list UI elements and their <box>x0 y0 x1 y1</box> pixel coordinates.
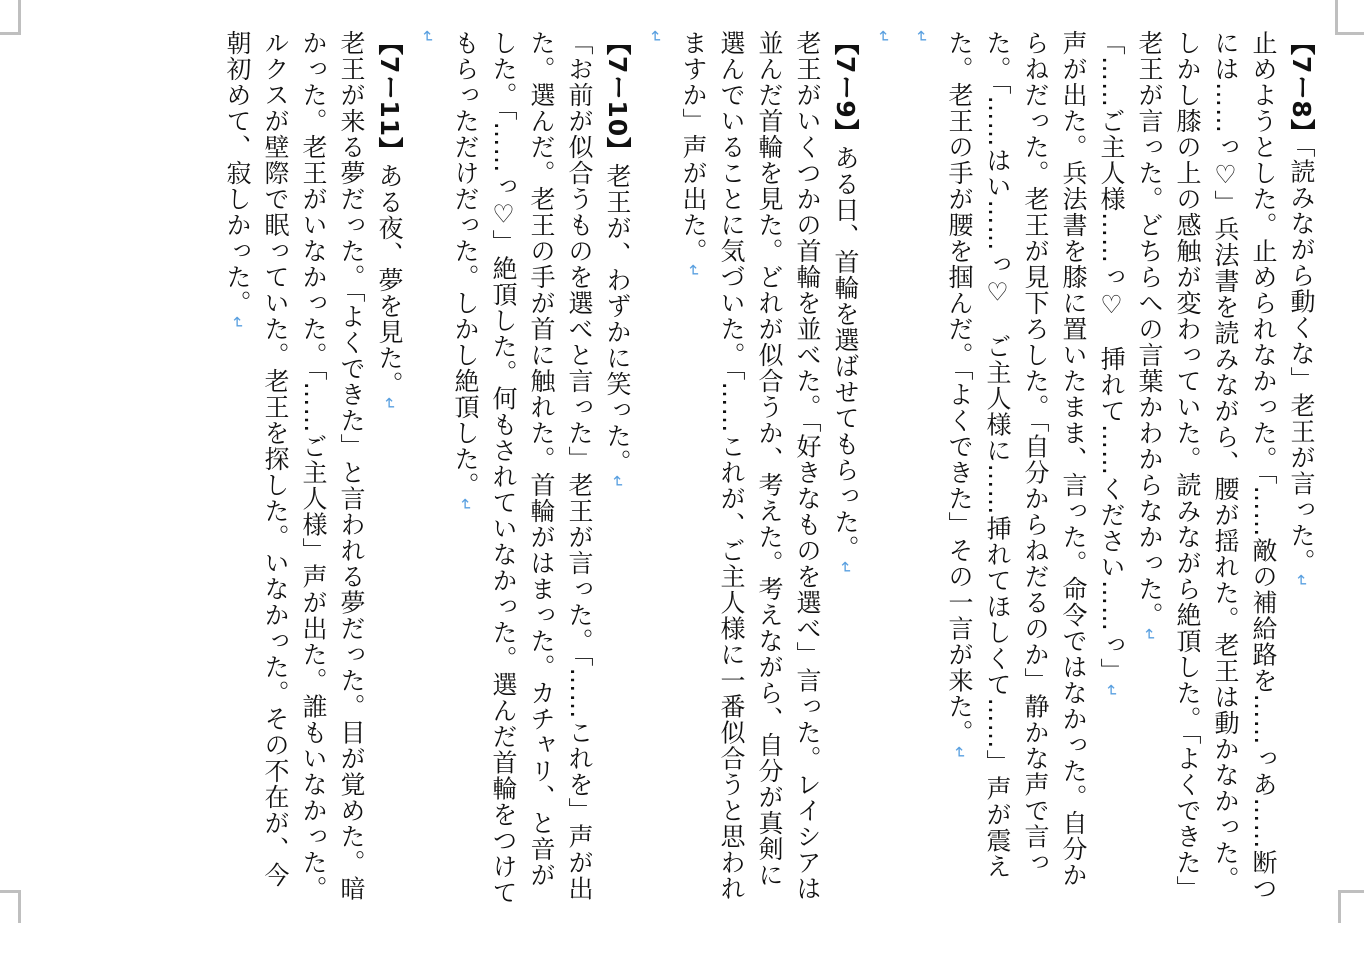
return-mark-icon: ↵ <box>418 30 437 45</box>
paragraph-text: 「お前が似合うものを選べと言った」老王が言った。「……これを」声が出た。選んだ。老王の手が首に触れた。首輪がはまった。カチャリ、と音がした。「……っ♡」絶頂した。何もされていなかった。選んだ首輪をつけてもらっただけだった。しかし絶頂した。 <box>451 30 594 906</box>
paragraph <box>1130 30 1282 910</box>
paragraph <box>1092 30 1130 910</box>
paragraph <box>218 30 370 910</box>
return-mark-icon: ↵ <box>608 475 627 490</box>
paragraph <box>940 30 1092 910</box>
section-heading: 【7ー10】 <box>603 30 632 164</box>
vertical-text-body <box>20 30 1320 910</box>
return-mark-icon: ↵ <box>874 30 893 45</box>
return-mark-icon: ↵ <box>1292 574 1311 589</box>
crop-mark-top-left <box>0 0 21 35</box>
paragraph-text: 「……ご主人様……っ♡ 挿れて……ください……っ」 <box>1097 30 1126 684</box>
paragraph-text: ある夜、夢を見た。 <box>375 163 404 398</box>
paragraph <box>674 30 826 910</box>
return-mark-icon: ↵ <box>836 560 855 576</box>
return-mark-icon: ↵ <box>1102 684 1121 699</box>
crop-mark-top-right <box>1335 0 1364 35</box>
return-mark-icon: ↵ <box>456 498 475 513</box>
paragraph-text: 老王が来る夢だった。「よくできた」と言われる夢だった。目が覚めた。暗かった。老王がいなかった。「……ご主人様」声が出た。誰もいなかった。ルクスが壁際で眠っていた。老王を探した。いなかった。その不在が、今朝初めて、寂しかった。 <box>223 30 366 902</box>
return-mark-icon: ↵ <box>684 264 703 279</box>
crop-mark-bottom-right <box>1338 890 1364 923</box>
crop-mark-bottom-left <box>0 890 18 923</box>
return-mark-icon: ↵ <box>646 30 665 45</box>
return-mark-icon: ↵ <box>912 30 931 45</box>
blank-paragraph <box>408 30 446 910</box>
paragraph-text: 声が出た。兵法書を膝に置いたまま、言った。命令ではなかった。自分からねだった。老王が見下ろした。「自分からねだるのか」静かな声で言った。「……はい……っ♡ ご主人様に……挿れてほしくて……」声が震えた。老王の手が腰を掴んだ。「よくできた」その一言が来た。 <box>945 30 1088 888</box>
paragraph <box>446 30 598 910</box>
paragraph <box>1282 30 1320 910</box>
blank-paragraph <box>864 30 902 910</box>
paragraph <box>826 30 864 910</box>
return-mark-icon: ↵ <box>228 316 247 331</box>
blank-paragraph <box>902 30 940 910</box>
paragraph-text: 止めようとした。止められなかった。「……敵の補給路を……っあ……断つには……っ♡」兵法書を読みながら、腰が揺れた。老王は動かなかった。しかし膝の上の感触が変わっていた。読みながら絶頂した。「よくできた」老王が言った。どちらへの言葉かわからなかった。 <box>1135 30 1278 902</box>
paragraph-text: ある日、首輪を選ばせてもらった。 <box>831 144 860 561</box>
return-mark-icon: ↵ <box>1140 628 1159 643</box>
return-mark-icon: ↵ <box>380 397 399 412</box>
section-heading: 【7ー8】 <box>1287 30 1316 145</box>
paragraph <box>370 30 408 910</box>
section-heading: 【7ー9】 <box>831 30 860 145</box>
paragraph <box>598 30 636 910</box>
paragraph-text: 老王がいくつかの首輪を並べた。「好きなものを選べ」言った。レイシアは並んだ首輪を見た。どれが似合うか、考えた。考えながら、自分が真剣に選んでいることに気づいた。「……これが、ご主人様に一番似合うと思われますか」声が出た。 <box>679 30 822 902</box>
blank-paragraph <box>636 30 674 910</box>
paragraph-text: 「読みながら動くな」老王が言った。 <box>1287 144 1316 575</box>
return-mark-icon: ↵ <box>950 745 969 760</box>
section-heading: 【7ー11】 <box>375 30 404 164</box>
paragraph-text: 老王が、わずかに笑った。 <box>603 163 632 476</box>
